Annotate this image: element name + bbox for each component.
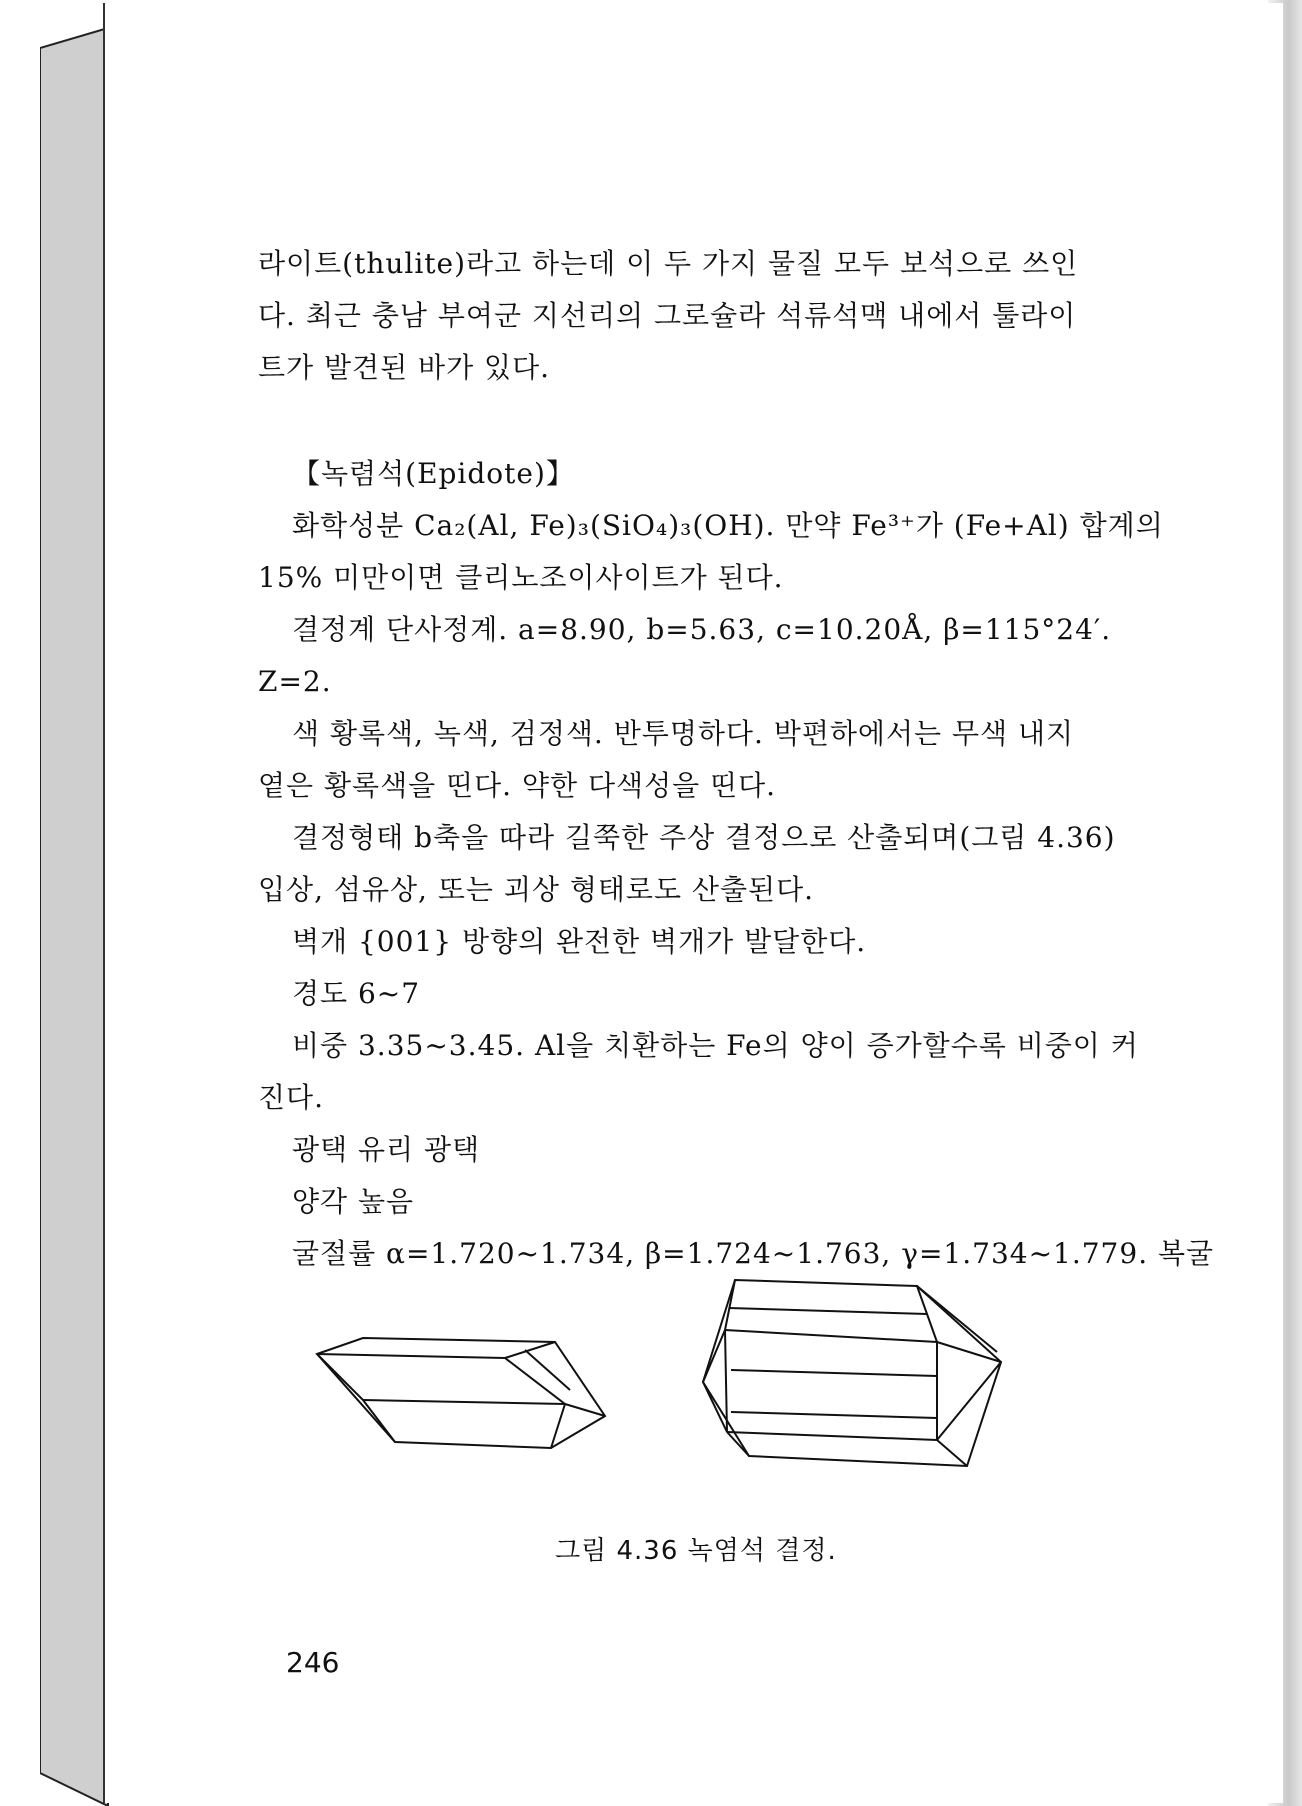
section-heading: 【녹렴석(Epidote)】 <box>292 457 575 490</box>
page-number: 246 <box>286 1646 340 1679</box>
text-line: 비중 3.35~3.45. Al을 치환하는 Fe의 양이 증가할수록 비중이 커 <box>292 1029 1139 1062</box>
text-line: 결정형태 b축을 따라 길쭉한 주상 결정으로 산출되며(그림 4.36) <box>292 821 1116 854</box>
text-line: 진다. <box>258 1081 324 1114</box>
text-line: 경도 6~7 <box>292 977 421 1010</box>
book-spine-edge <box>40 28 110 1806</box>
text-line: 광택 유리 광택 <box>292 1133 481 1166</box>
figure-caption: 그림 4.36 녹염석 결정. <box>555 1536 837 1566</box>
text-line: 색 황록색, 녹색, 검정색. 반투명하다. 박편하에서는 무색 내지 <box>292 717 1075 750</box>
text-line: 결정계 단사정계. a=8.90, b=5.63, c=10.20Å, β=115°24′. <box>292 613 1112 646</box>
text-line: 굴절률 α=1.720~1.734, β=1.724~1.763, γ=1.734~1.779. 복굴 <box>292 1237 1215 1270</box>
epidote-section <box>258 448 1215 1280</box>
text-line: 화학성분 Ca₂(Al, Fe)₃(SiO₄)₃(OH). 만약 Fe³⁺가 (Fe+Al) 합계의 <box>292 509 1164 542</box>
text-line: 다. 최근 충남 부여군 지선리의 그로슐라 석류석맥 내에서 툴라이 <box>258 299 1077 332</box>
text-line: 라이트(thulite)라고 하는데 이 두 가지 물질 모두 보석으로 쓰인 <box>258 247 1079 280</box>
crystal-drawing-left <box>315 1330 615 1480</box>
intro-paragraph <box>258 238 1138 394</box>
text-line: 양각 높음 <box>292 1185 415 1218</box>
text-line: 15% 미만이면 클리노조이사이트가 된다. <box>258 561 784 594</box>
text-line: 벽개 {001} 방향의 완전한 벽개가 발달한다. <box>292 925 867 958</box>
text-line: 트가 발견된 바가 있다. <box>258 351 551 384</box>
text-line: 입상, 섬유상, 또는 괴상 형태로도 산출된다. <box>258 873 815 906</box>
text-line: Z=2. <box>258 665 332 698</box>
crystal-drawing-right <box>697 1272 1007 1472</box>
text-line: 옅은 황록색을 띤다. 약한 다색성을 띤다. <box>258 769 777 802</box>
